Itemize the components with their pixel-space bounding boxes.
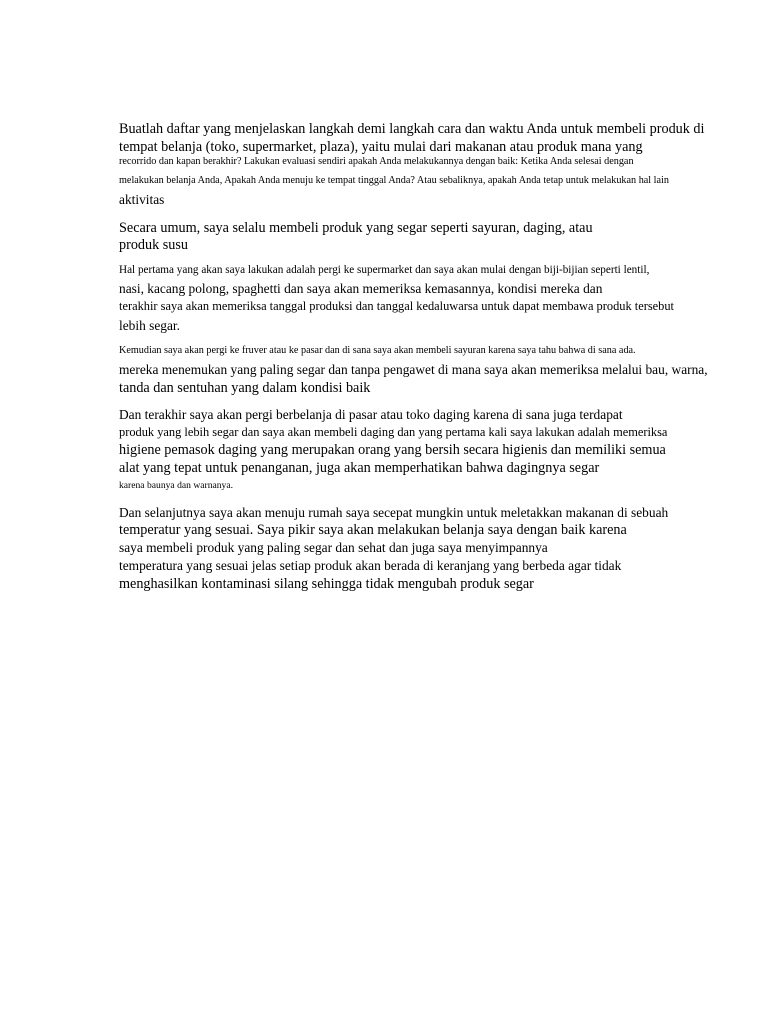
text-line: produk yang lebih segar dan saya akan membeli daging dan yang pertama kali saya lakukan adalah memeriksa	[119, 425, 668, 439]
text-line: temperatura yang sesuai jelas setiap produk akan berada di keranjang yang berbeda agar tidak	[119, 558, 622, 573]
text-line: nasi, kacang polong, spaghetti dan saya akan memeriksa kemasannya, kondisi mereka dan	[119, 281, 603, 296]
text-line: produk susu	[119, 237, 188, 253]
text-line: aktivitas	[119, 192, 165, 207]
text-line: lebih segar.	[119, 318, 180, 333]
text-line: Hal pertama yang akan saya lakukan adalah pergi ke supermarket dan saya akan mulai dengan biji-bijian seperti lentil,	[119, 264, 650, 276]
text-line: Kemudian saya akan pergi ke fruver atau ke pasar dan di sana saya akan membeli sayuran karena saya tahu bahwa di sana ada.	[119, 345, 636, 356]
text-line: temperatur yang sesuai. Saya pikir saya akan melakukan belanja saya dengan baik karena	[119, 522, 627, 538]
text-line: tanda dan sentuhan yang dalam kondisi baik	[119, 380, 371, 396]
text-line: recorrido dan kapan berakhir? Lakukan evaluasi sendiri apakah Anda melakukannya dengan baik: Ketika Anda selesai dengan	[119, 156, 634, 167]
text-line: Dan selanjutnya saya akan menuju rumah saya secepat mungkin untuk meletakkan makanan di sebuah	[119, 505, 669, 520]
text-line: saya membeli produk yang paling segar dan sehat dan juga saya menyimpannya	[119, 540, 548, 555]
text-line: Buatlah daftar yang menjelaskan langkah demi langkah cara dan waktu Anda untuk membeli produk di	[119, 121, 705, 137]
text-line: Secara umum, saya selalu membeli produk yang segar seperti sayuran, daging, atau	[119, 220, 593, 236]
text-line: karena baunya dan warnanya.	[119, 480, 234, 491]
text-line: terakhir saya akan memeriksa tanggal produksi dan tanggal kedaluwarsa untuk dapat membawa produk tersebut	[119, 299, 674, 313]
text-line: higiene pemasok daging yang merupakan orang yang bersih secara higienis dan memiliki semua	[119, 442, 666, 458]
text-line: menghasilkan kontaminasi silang sehingga tidak mengubah produk segar	[119, 576, 534, 592]
text-line: tempat belanja (toko, supermarket, plaza), yaitu mulai dari makanan atau produk mana yang	[119, 139, 643, 155]
text-line: melakukan belanja Anda, Apakah Anda menuju ke tempat tinggal Anda? Atau sebaliknya, apakah Anda tetap untuk melakukan hal lain	[119, 175, 669, 186]
text-line: mereka menemukan yang paling segar dan tanpa pengawet di mana saya akan memeriksa melalui bau, warna,	[119, 362, 708, 377]
text-line: alat yang tepat untuk penanganan, juga akan memperhatikan bahwa dagingnya segar	[119, 460, 600, 476]
text-line: Dan terakhir saya akan pergi berbelanja di pasar atau toko daging karena di sana juga terdapat	[119, 407, 623, 422]
